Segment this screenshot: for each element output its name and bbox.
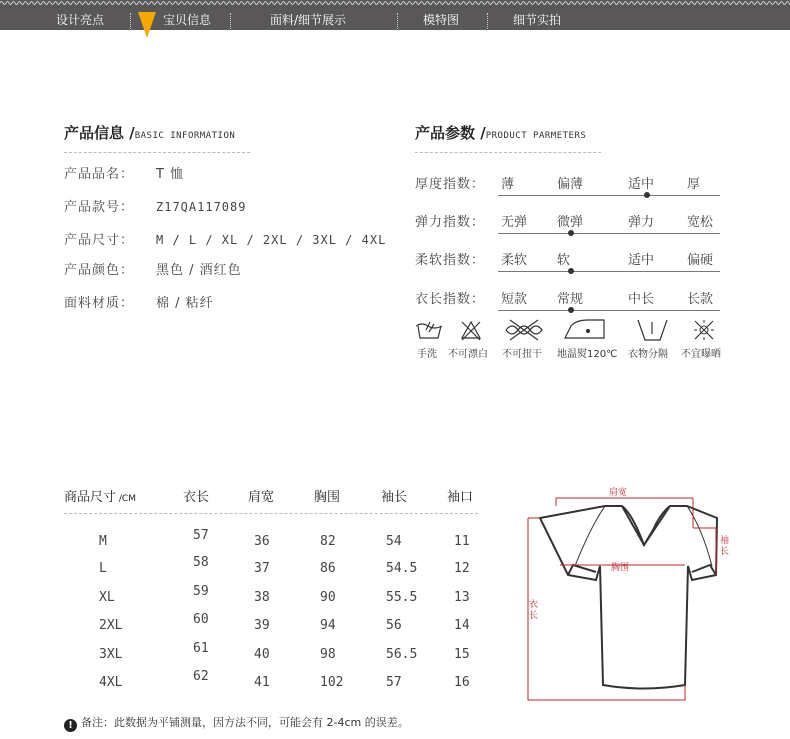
size-value-cell: 37 [254,561,270,576]
param-option: 软 [557,253,571,268]
param-label: 弹力指数： [415,215,486,230]
note-text: 备注：此数据为平铺测量，因方法不同，可能会有 2-4cm 的误差。 [81,716,409,729]
size-value-cell: 38 [254,590,270,605]
care-label: 衣物分隔 [628,349,668,360]
info-label: 产品款号： [64,200,135,215]
sleeve-label: 袖长 [720,536,730,557]
param-option: 偏硬 [687,253,714,268]
care-label: 不宜曝晒 [681,349,721,360]
product-info-title-en: BASIC INFORMATION [134,131,236,141]
size-unit: /CM [116,494,136,504]
tab-model-photos[interactable]: 模特图 [423,13,460,27]
size-value-cell: 15 [454,647,470,662]
param-option: 柔软 [501,253,528,268]
measurement-note [64,714,409,732]
size-value-cell: 57 [386,675,402,690]
size-value-cell: 58 [193,555,209,570]
tshirt-measurement-diagram [520,480,790,710]
param-option: 弹力 [628,215,655,230]
size-value-cell: 41 [254,675,270,690]
info-value: 棉 / 粘纤 [156,296,214,311]
size-header: 衣长 [183,490,210,505]
info-label: 产品尺寸： [64,233,135,248]
param-option: 宽松 [687,215,714,230]
wash-separately-icon [638,320,667,340]
size-value-cell: 56 [386,618,402,633]
size-value-cell: 11 [454,534,470,549]
product-params-title-cn: 产品参数 / [415,124,486,142]
size-value-cell: 56.5 [386,647,418,662]
size-name-cell: 4XL [99,675,123,690]
size-value-cell: 86 [320,561,336,576]
size-name-cell: 3XL [99,647,123,662]
info-value: M / L / XL / 2XL / 3XL / 4XL [156,233,387,247]
param-label: 柔软指数： [415,253,486,268]
size-value-cell: 102 [320,675,344,690]
size-name-cell: M [99,534,107,549]
size-value-cell: 12 [454,561,470,576]
care-label: 不可漂白 [448,349,488,360]
size-value-cell: 36 [254,534,270,549]
size-name-cell: L [99,561,107,576]
care-label: 不可扭干 [502,349,542,360]
param-option: 适中 [628,253,655,268]
no-sun-icon [694,320,714,340]
param-option: 微弹 [557,215,584,230]
size-value-cell: 13 [454,590,470,605]
size-value-cell: 16 [454,675,470,690]
param-option: 偏薄 [557,177,584,192]
size-value-cell: 61 [193,641,209,656]
info-label: 产品颜色： [64,263,135,278]
param-label: 厚度指数： [415,177,486,192]
low-iron-icon [565,320,604,338]
size-value-cell: 90 [320,590,336,605]
size-value-cell: 40 [254,647,270,662]
tab-product-info[interactable]: 宝贝信息 [163,13,212,27]
param-label: 衣长指数： [415,292,486,307]
size-value-cell: 55.5 [386,590,418,605]
info-label: 产品品名： [64,167,135,182]
size-value-cell: 14 [454,618,470,633]
size-table-divider [64,513,478,514]
tab-design-highlights[interactable]: 设计亮点 [56,13,105,27]
size-value-cell: 54.5 [386,561,418,576]
param-option: 无弹 [501,215,528,230]
info-value: 黑色 / 酒红色 [156,263,242,278]
param-option: 厚 [687,177,701,192]
size-header: 胸围 [314,490,341,505]
info-value: Z17QA117089 [156,200,247,214]
param-option: 短款 [501,292,528,307]
size-header: 商品尺寸 /CM [64,490,136,505]
param-option: 常规 [557,292,584,307]
tab-fabric-details[interactable]: 面料/细节展示 [270,13,347,27]
size-header: 肩宽 [248,490,275,505]
size-value-cell: 39 [254,618,270,633]
param-option: 长款 [687,292,714,307]
param-option: 适中 [628,177,655,192]
chest-label: 胸围 [611,563,630,573]
length-label: 衣长 [529,600,539,621]
size-value-cell: 59 [193,584,209,599]
param-option: 中长 [628,292,655,307]
product-info-title-cn: 产品信息 / [64,124,135,142]
size-name-cell: 2XL [99,618,123,633]
hand-wash-icon [416,322,442,338]
param-option: 薄 [501,177,515,192]
size-value-cell: 98 [320,647,336,662]
no-bleach-icon [462,322,480,340]
size-header: 袖长 [381,490,408,505]
size-value-cell: 57 [193,528,209,543]
care-label: 手洗 [417,349,437,360]
shoulder-label: 肩宽 [609,488,628,498]
size-header: 袖口 [447,490,474,505]
size-value-cell: 82 [320,534,336,549]
tshirt-outline [540,506,717,689]
size-value-cell: 94 [320,618,336,633]
care-label: 地温熨120℃ [557,349,618,360]
product-params-title-en: PRODUCT PARMETERS [485,131,587,141]
info-label: 面料材质： [64,296,135,311]
size-value-cell: 54 [386,534,402,549]
info-value: T 恤 [156,167,185,182]
size-value-cell: 60 [193,612,209,627]
size-value-cell: 62 [193,669,209,684]
no-wring-icon [506,320,542,340]
size-name-cell: XL [99,590,115,605]
warning-icon: ! [64,719,77,732]
tab-detail-photos[interactable]: 细节实拍 [513,13,562,27]
